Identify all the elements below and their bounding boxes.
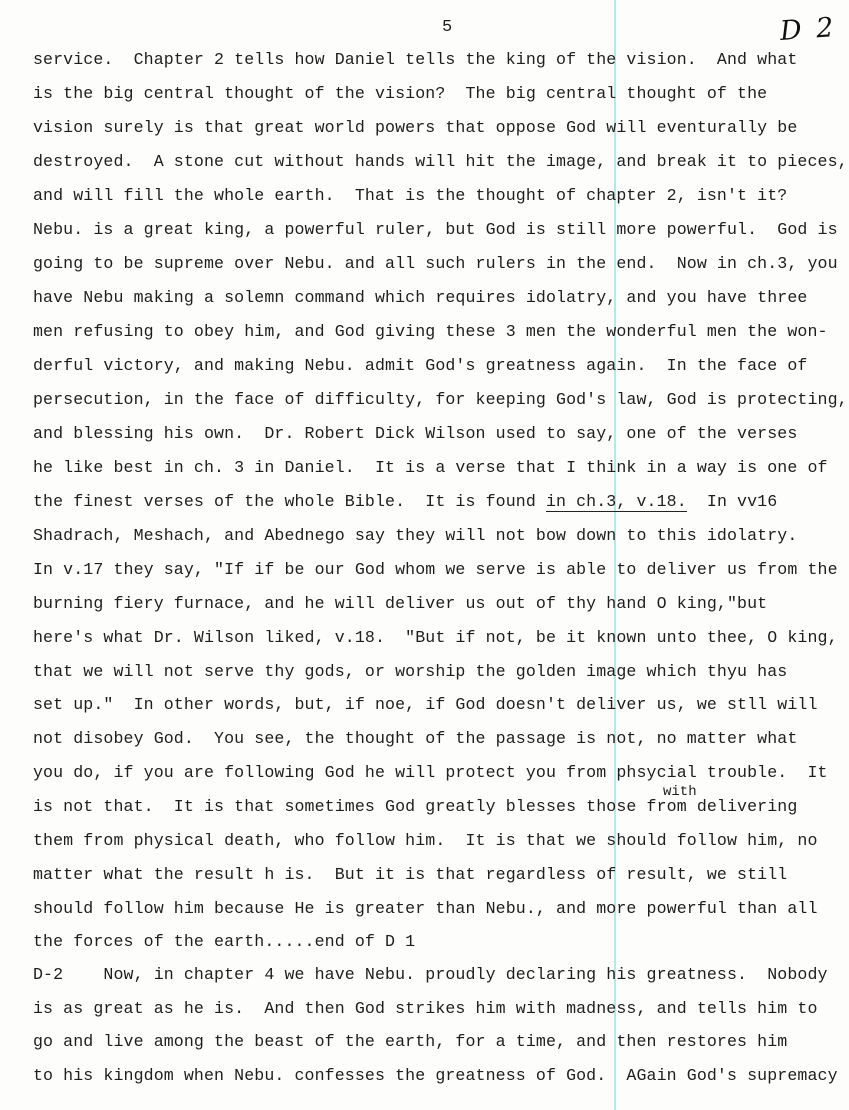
text-line: men refusing to obey him, and God giving these 3 men the wonderful men the won- [33,322,828,341]
text-line: matter what the result h is. But it is that regardless of result, we still [33,865,788,884]
text-line: D-2 Now, in chapter 4 we have Nebu. proudly declaring his greatness. Nobody [33,965,828,984]
text-line: is as great as he is. And then God strikes him with madness, and tells him to [33,999,818,1018]
text-line: destroyed. A stone cut without hands will hit the image, and break it to pieces, [33,152,848,171]
text-line: going to be supreme over Nebu. and all such rulers in the end. Now in ch.3, you [33,254,838,273]
text-line: is not that. It is that sometimes God greatly blesses those from delivering [33,797,798,816]
text-line: not disobey God. You see, the thought of the passage is not, no matter what [33,729,798,748]
text-segment: the finest verses of the whole Bible. It is found [33,492,546,511]
text-line: should follow him because He is greater than Nebu., and more powerful than all [33,899,818,918]
text-line: go and live among the beast of the earth, for a time, and then restores him [33,1032,788,1051]
text-line: set up." In other words, but, if noe, if God doesn't deliver us, we stll will [33,695,818,714]
text-line: derful victory, and making Nebu. admit God's greatness again. In the face of [33,356,808,375]
interlinear-correction: with [663,784,697,800]
text-line: them from physical death, who follow him. It is that we should follow him, no [33,831,818,850]
text-line: Nebu. is a great king, a powerful ruler, but God is still more powerful. God is [33,220,838,239]
text-line: persecution, in the face of difficulty, for keeping God's law, God is protecting, [33,390,848,409]
text-segment: In vv16 [686,492,778,511]
text-line: here's what Dr. Wilson liked, v.18. "But if not, be it known unto thee, O king, [33,628,838,647]
text-line: the forces of the earth.....end of D 1 [33,932,416,951]
text-line: and will fill the whole earth. That is the thought of chapter 2, isn't it? [33,186,788,205]
text-line: he like best in ch. 3 in Daniel. It is a verse that I think in a way is one of [33,458,828,477]
page-number: 5 [442,18,453,37]
text-line [33,494,777,511]
text-line: In v.17 they say, "If if be our God whom we serve is able to deliver us from the [33,560,838,579]
text-line: Shadrach, Meshach, and Abednego say they will not bow down to this idolatry. [33,526,798,545]
text-line: that we will not serve thy gods, or worship the golden image which thyu has [33,662,788,681]
text-line: is the big central thought of the vision? The big central thought of the [33,84,768,103]
underlined-reference: in ch.3, v.18. [545,492,687,511]
text-line: to his kingdom when Nebu. confesses the greatness of God. AGain God's supremacy [33,1066,838,1085]
text-line: vision surely is that great world powers that oppose God will eventurally be [33,118,798,137]
text-line: have Nebu making a solemn command which requires idolatry, and you have three [33,288,808,307]
text-line: service. Chapter 2 tells how Daniel tells the king of the vision. And what [33,50,798,69]
text-line: and blessing his own. Dr. Robert Dick Wilson used to say, one of the verses [33,424,798,443]
text-line: burning fiery furnace, and he will deliver us out of thy hand O king,"but [33,594,768,613]
handwritten-section-mark: D 2 [778,12,838,47]
text-line: you do, if you are following God he will protect you from phsycial trouble. It [33,763,828,782]
